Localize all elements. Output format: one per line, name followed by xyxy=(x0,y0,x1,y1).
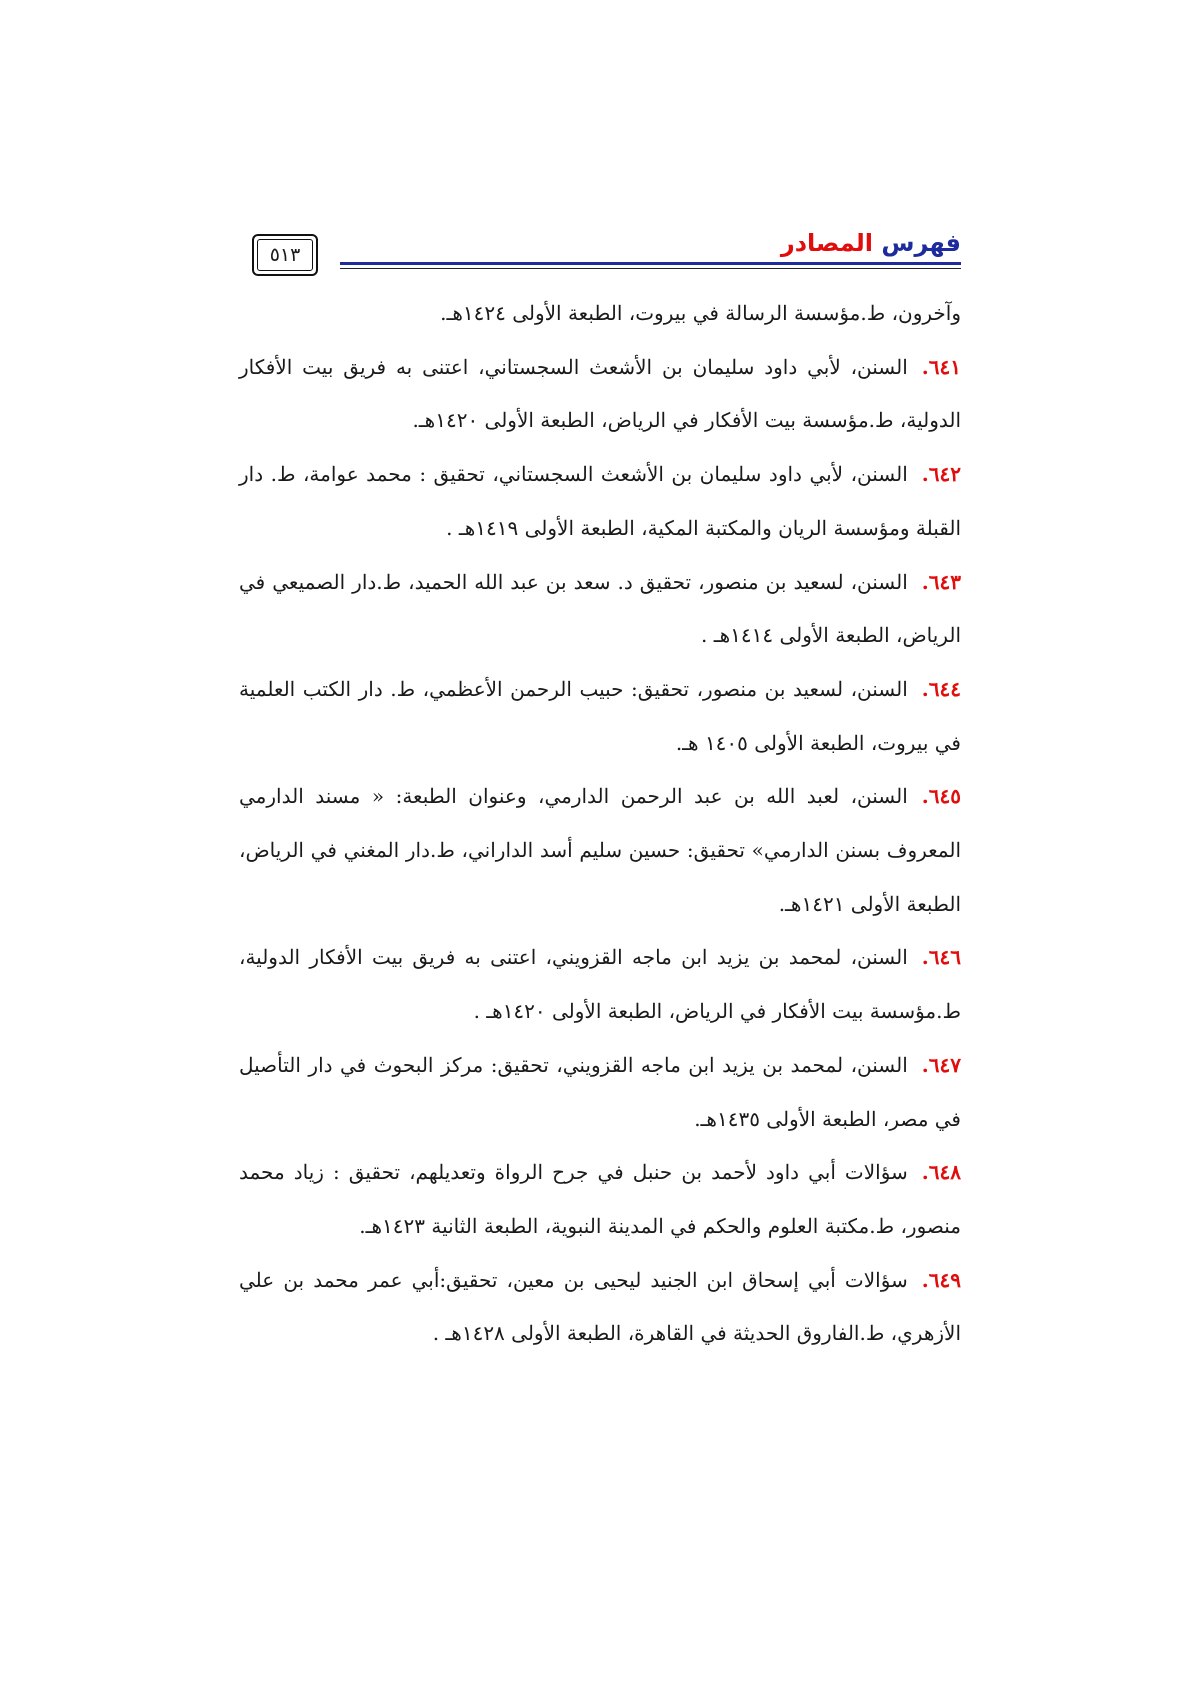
page-number: ٥١٣ xyxy=(269,244,301,266)
entry-number: ٦٤٦. xyxy=(921,945,961,970)
list-item xyxy=(239,341,961,448)
entry-number: ٦٤٥. xyxy=(921,784,961,809)
entry-number: ٦٤٤. xyxy=(921,676,961,701)
page-title-part2: المصادر xyxy=(780,229,874,257)
entry-text: سؤالات أبي داود لأحمد بن حنبل في جرح الرواة وتعديلهم، تحقيق : زياد محمد منصور، ط.مكتبة العلوم والحكم في المدينة النبوية، الطبعة الثانية ١٤٢٣هـ. xyxy=(239,1160,961,1238)
page-title xyxy=(781,228,961,258)
list-item xyxy=(239,448,961,555)
entry-number: ٦٤١. xyxy=(921,354,961,379)
list-item xyxy=(239,1254,961,1361)
list-item xyxy=(239,931,961,1038)
page-number-box xyxy=(252,234,318,276)
list-item xyxy=(239,1146,961,1253)
list-item xyxy=(239,770,961,931)
list-item xyxy=(239,1039,961,1146)
entry-number: ٦٤٨. xyxy=(921,1160,961,1185)
list-item xyxy=(239,663,961,770)
entry-text: السنن، لعبد الله بن عبد الرحمن الدارمي، وعنوان الطبعة: « مسند الدارمي المعروف بسنن الدارمي» تحقيق: حسين سليم أسد الداراني، ط.دار المغني في الرياض، الطبعة الأولى ١٤٢١هـ. xyxy=(239,784,962,916)
entry-number: ٦٤٢. xyxy=(921,462,961,487)
entry-text: وآخرون، ط.مؤسسة الرسالة في بيروت، الطبعة الأولى ١٤٢٤هـ. xyxy=(440,301,961,325)
entry-text: السنن، لأبي داود سليمان بن الأشعث السجستاني، اعتنى به فريق بيت الأفكار الدولية، ط.مؤسسة بيت الأفكار في الرياض، الطبعة الأولى ١٤٢٠هـ. xyxy=(239,354,961,433)
entry-text: السنن، لمحمد بن يزيد ابن ماجه القزويني، اعتنى به فريق بيت الأفكار الدولية، ط.مؤسسة بيت الأفكار في الرياض، الطبعة الأولى ١٤٢٠هـ . xyxy=(239,945,961,1024)
header-rule-thin xyxy=(340,268,961,269)
entry-number: ٦٤٣. xyxy=(921,569,961,594)
entry-number: ٦٤٩. xyxy=(921,1267,961,1292)
list-item xyxy=(239,287,961,341)
entry-text: السنن، لسعيد بن منصور، تحقيق د. سعد بن عبد الله الحميد، ط.دار الصميعي في الرياض، الطبعة الأولى ١٤١٤هـ . xyxy=(239,569,961,648)
entry-text: السنن، لسعيد بن منصور، تحقيق: حبيب الرحمن الأعظمي، ط. دار الكتب العلمية في بيروت، الطبعة الأولى ١٤٠٥ هـ. xyxy=(239,676,961,755)
page-title-part1: فهرس xyxy=(881,229,961,257)
entry-text: السنن، لأبي داود سليمان بن الأشعث السجستاني، تحقيق : محمد عوامة، ط. دار القبلة ومؤسسة الريان والمكتبة المكية، الطبعة الأولى ١٤١٩هـ . xyxy=(239,462,961,540)
entry-text: السنن، لمحمد بن يزيد ابن ماجه القزويني، تحقيق: مركز البحوث في دار التأصيل في مصر، الطبعة الأولى ١٤٣٥هـ. xyxy=(239,1052,961,1131)
entry-text: سؤالات أبي إسحاق ابن الجنيد ليحيى بن معين، تحقيق:أبي عمر محمد بن علي الأزهري، ط.الفاروق الحديثة في القاهرة، الطبعة الأولى ١٤٢٨هـ . xyxy=(239,1267,961,1346)
header-rule xyxy=(340,262,961,265)
list-item xyxy=(239,556,961,663)
entries-list xyxy=(239,287,961,1361)
entry-number: ٦٤٧. xyxy=(921,1052,961,1077)
